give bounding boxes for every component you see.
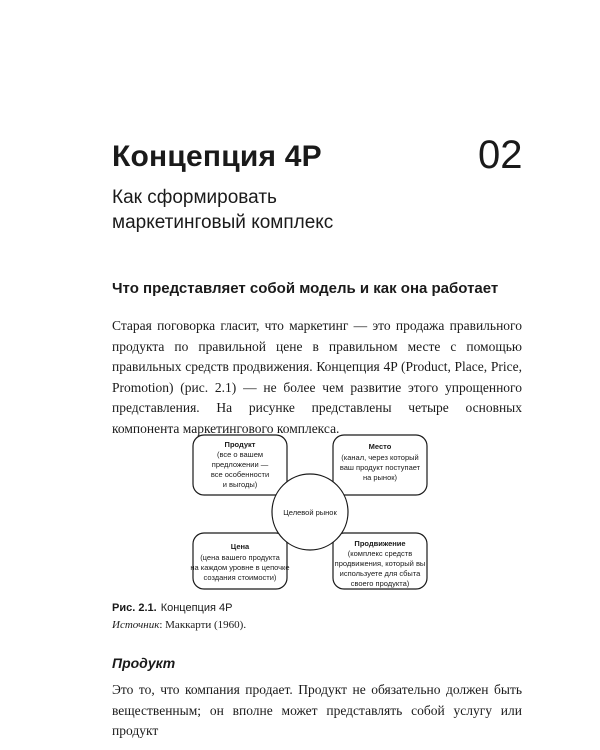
place-line-1: (канал, через который bbox=[341, 453, 419, 462]
figure-caption bbox=[112, 602, 232, 614]
promotion-title: Продвижение bbox=[354, 539, 406, 548]
source-text: : Маккарти (1960). bbox=[159, 619, 247, 631]
product-title: Продукт bbox=[224, 440, 256, 449]
place-title: Место bbox=[368, 442, 392, 451]
price-line-2: на каждом уровне в цепочке bbox=[190, 563, 290, 572]
price-line-3: создания стоимости) bbox=[203, 573, 277, 582]
promotion-line-2: продвижения, который вы bbox=[334, 559, 426, 568]
diagram-svg bbox=[180, 425, 440, 597]
chapter-subtitle bbox=[112, 185, 512, 235]
caption-text: Концепция 4P bbox=[160, 602, 233, 614]
chapter-subtitle-line-1: Как сформировать bbox=[112, 187, 277, 208]
promotion-line-4: своего продукта) bbox=[350, 579, 410, 588]
product-line-1: (все о вашем bbox=[216, 450, 264, 459]
product-paragraph: Это то, что компания продает. Продукт не обязательно должен быть вещественным; он вполне может представлять собой услугу или продукт bbox=[112, 682, 522, 738]
price-title: Цена bbox=[230, 542, 250, 551]
price-line-1: (цена вашего продукта bbox=[200, 553, 280, 562]
product-heading: Продукт bbox=[112, 655, 176, 671]
promotion-line-3: используете для сбыта bbox=[339, 569, 421, 578]
product-line-2: предложении — bbox=[211, 460, 269, 469]
section-heading: Что представляет собой модель и как она работает bbox=[112, 280, 499, 297]
caption-label: Рис. 2.1. bbox=[112, 602, 157, 614]
intro-paragraph: Старая поговорка гласит, что маркетинг — это продажа правильного продукта по правильной цене в правильном месте с помощью правильных средств продвижения. Концепция 4P (Product, Place, Price, Promotion) (рис. 2.1) — не более чем развитие этого упрощенного представления. На рисунке представлены четыре основных компонента маркетингового комплекса. bbox=[112, 318, 522, 436]
figure-source bbox=[112, 619, 246, 631]
chapter-number: 02 bbox=[478, 133, 523, 177]
chapter-title: Концепция 4P bbox=[112, 140, 322, 173]
place-line-3: на рынок) bbox=[362, 473, 398, 482]
target-market-label: Целевой рынок bbox=[283, 508, 337, 517]
figure-4p-diagram bbox=[180, 425, 440, 597]
source-label: Источник bbox=[112, 619, 160, 631]
product-line-3: все особенности bbox=[210, 470, 270, 479]
product-line-4: и выгоды) bbox=[222, 480, 258, 489]
chapter-subtitle-line-2: маркетинговый комплекс bbox=[112, 212, 334, 233]
promotion-line-1: (комплекс средств bbox=[347, 549, 413, 558]
place-line-2: ваш продукт поступает bbox=[339, 463, 421, 472]
